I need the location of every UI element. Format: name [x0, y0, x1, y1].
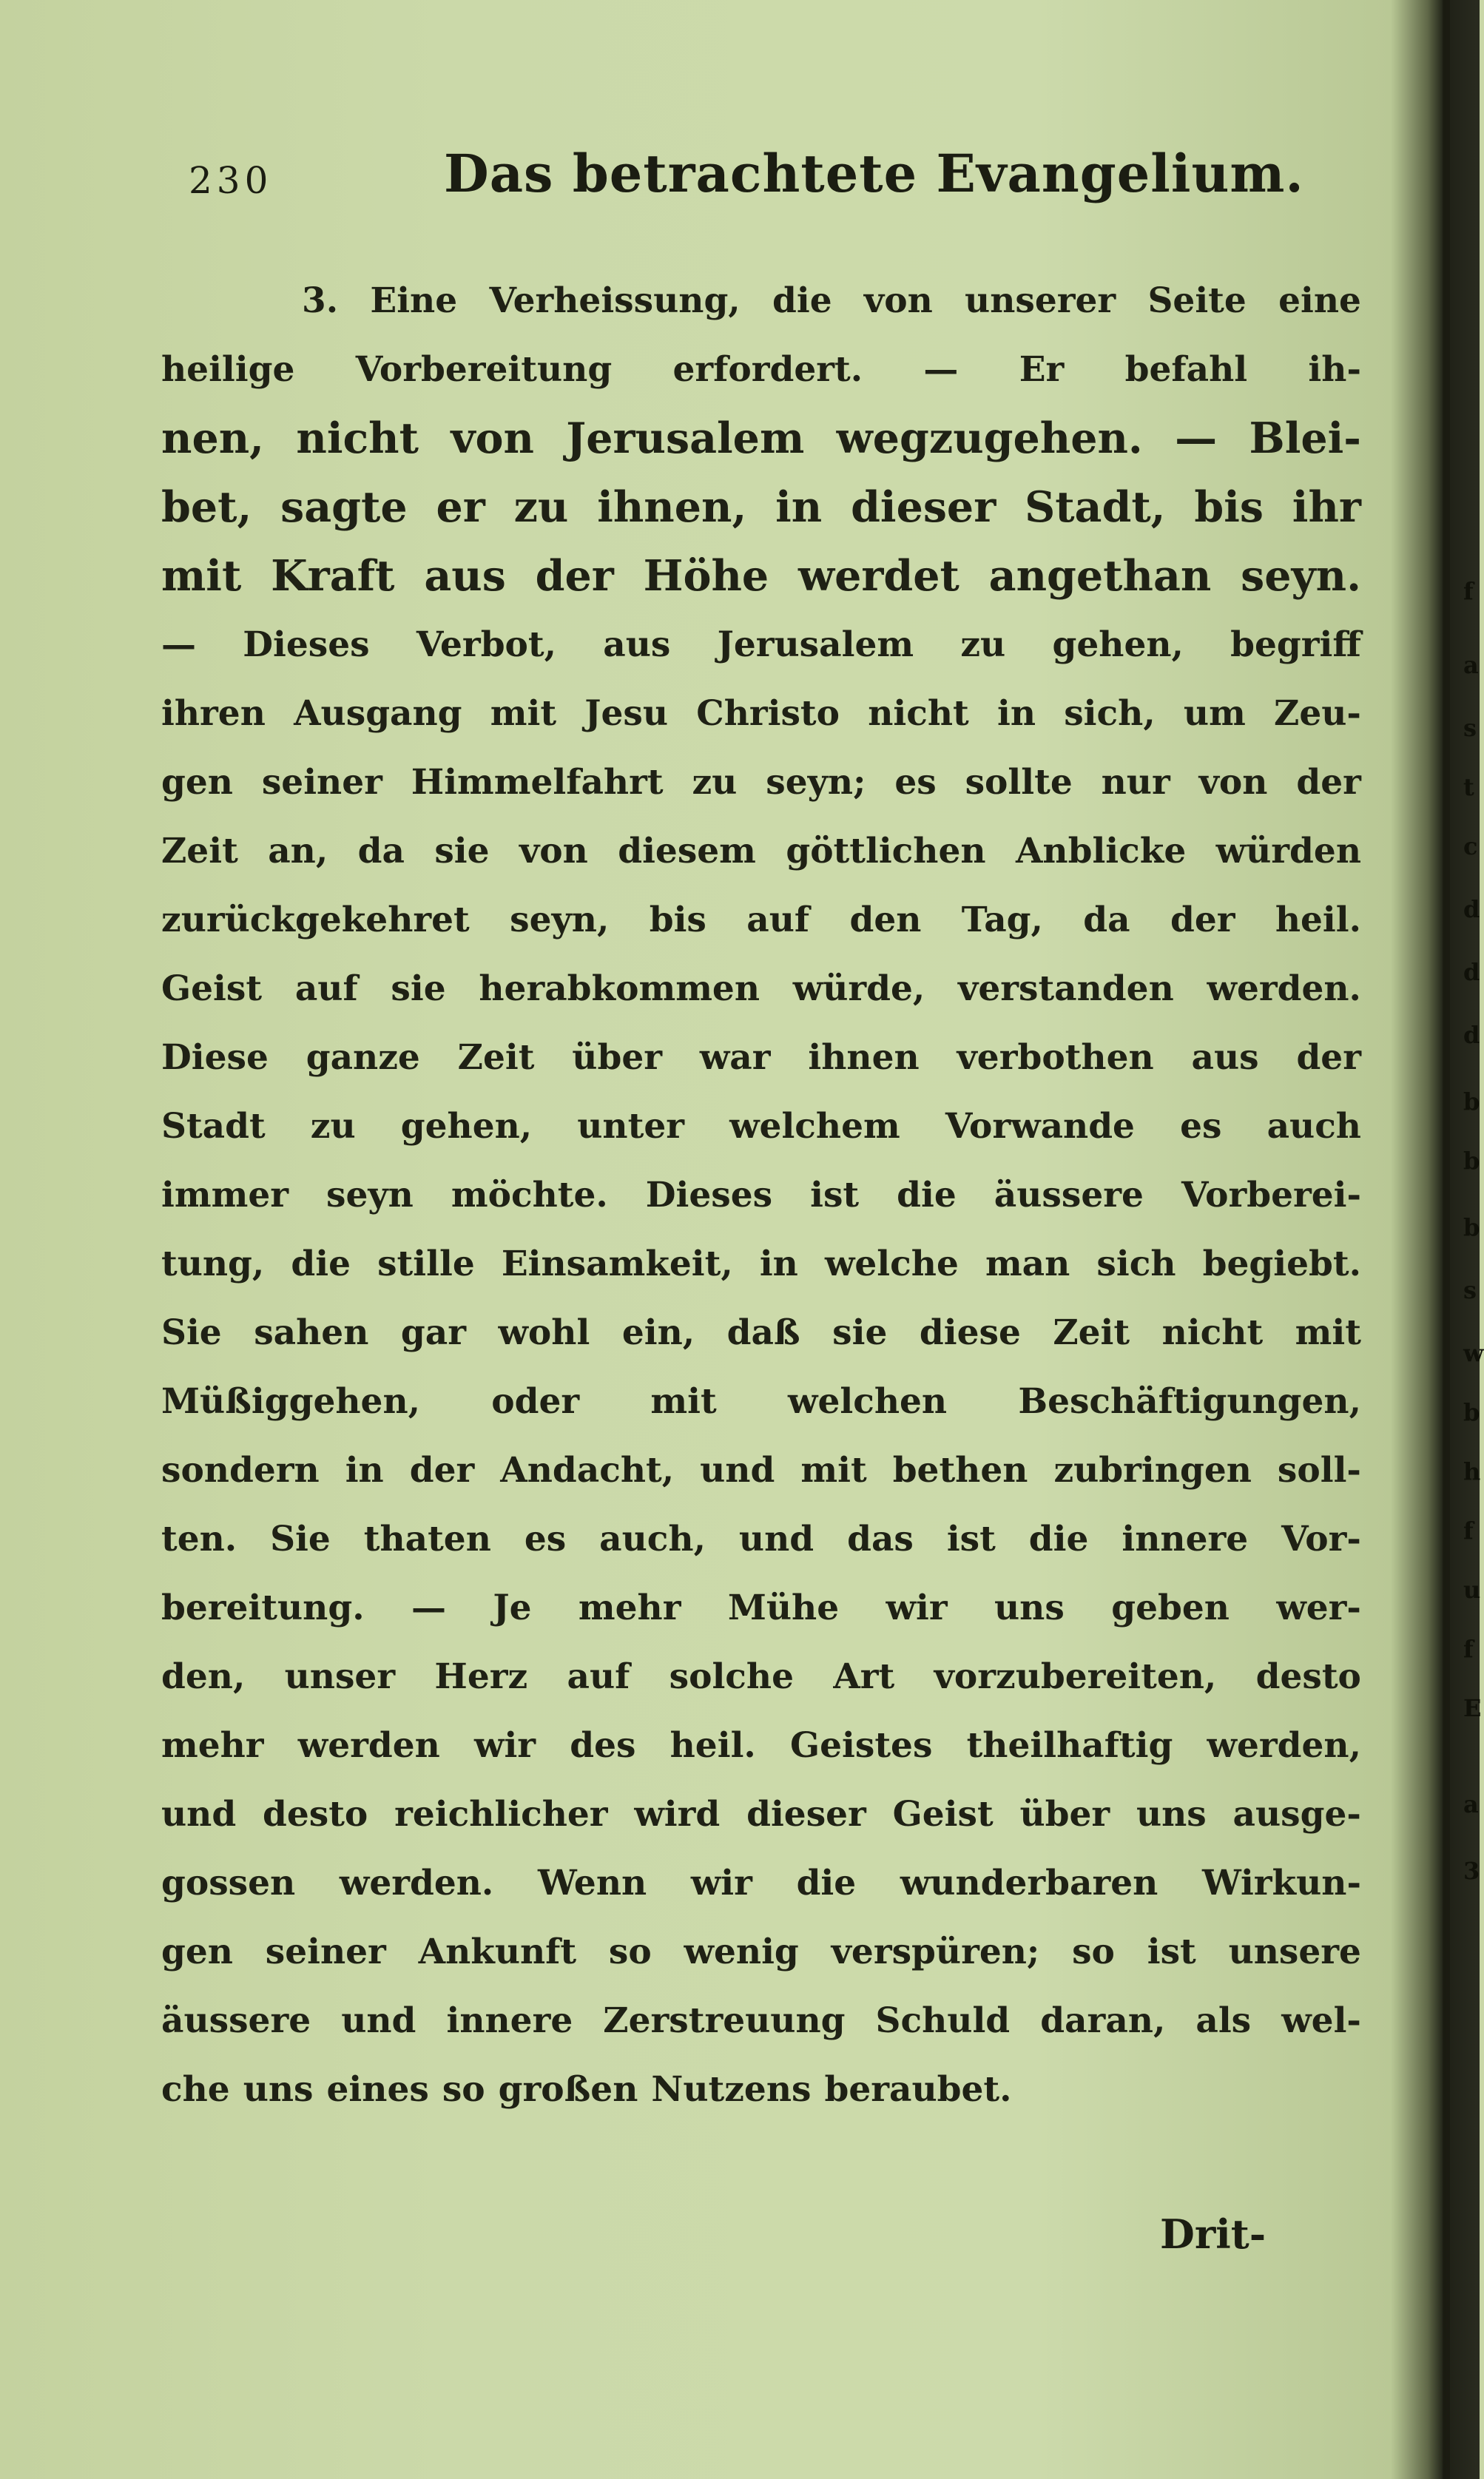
word: Sie: [270, 1519, 331, 1559]
margin-fragment: c: [1463, 832, 1478, 860]
text-line: [161, 2055, 1361, 2124]
word: gehen,: [400, 1106, 533, 1147]
text-line: [161, 266, 1361, 335]
word: herabkommen: [479, 968, 760, 1009]
word: che: [161, 2069, 230, 2110]
word: —: [161, 624, 196, 665]
word: seyn,: [510, 900, 610, 940]
text-line: [161, 1367, 1361, 1436]
word: zubringen: [1053, 1450, 1252, 1491]
word: des: [570, 1725, 636, 1766]
word: und: [161, 1794, 237, 1835]
word: an,: [268, 831, 328, 871]
margin-fragment: a: [1463, 1790, 1479, 1818]
word: unserer: [965, 280, 1116, 321]
word: der: [409, 1450, 475, 1491]
body-text: [161, 266, 1361, 2124]
word: war: [699, 1037, 771, 1078]
word: sich: [1096, 1244, 1176, 1284]
word: —: [923, 349, 959, 390]
word: stille: [377, 1244, 475, 1284]
margin-fragment: a: [1463, 651, 1479, 679]
word: der: [1296, 762, 1361, 803]
word: angethan: [988, 551, 1212, 601]
book-spine-shadow: [1443, 0, 1450, 2479]
word: geben: [1111, 1588, 1230, 1628]
word: sondern: [161, 1450, 320, 1491]
word: die: [1028, 1519, 1089, 1559]
word: daß: [726, 1312, 800, 1353]
word: Höhe: [643, 551, 769, 601]
word: von: [863, 280, 933, 321]
word: den,: [161, 1656, 246, 1697]
word: die: [291, 1244, 351, 1284]
word: in: [345, 1450, 384, 1491]
word: Stadt,: [1025, 482, 1166, 532]
word: bethen: [892, 1450, 1028, 1491]
word: eine: [1278, 280, 1361, 321]
word: gen: [161, 1932, 233, 1972]
text-line: [161, 1849, 1361, 1918]
text-line: [161, 748, 1361, 817]
word: seiner: [261, 762, 382, 803]
word: mit: [650, 1381, 717, 1422]
word: Sie: [161, 1312, 222, 1353]
margin-fragment: b: [1463, 1147, 1480, 1175]
word: Wenn: [537, 1863, 647, 1903]
word: wir: [886, 1588, 948, 1628]
word: bet,: [161, 482, 252, 532]
word: den: [849, 900, 922, 940]
word: auch,: [599, 1519, 706, 1559]
word: desto: [263, 1794, 368, 1835]
word: ihr: [1292, 482, 1361, 532]
next-page-edge-fragments: [1463, 577, 1484, 2057]
margin-fragment: f: [1463, 1517, 1474, 1545]
word: würden: [1215, 831, 1361, 871]
word: wird: [634, 1794, 721, 1835]
word: begiebt.: [1202, 1244, 1361, 1284]
margin-fragment: w: [1463, 1339, 1484, 1367]
word: es: [894, 762, 937, 803]
word: Art: [833, 1656, 895, 1697]
word: seyn.: [1241, 551, 1361, 601]
margin-fragment: u: [1463, 1576, 1481, 1604]
word: zu: [960, 624, 1006, 665]
word: seyn: [326, 1175, 414, 1215]
text-line: [161, 1298, 1361, 1367]
word: mit: [490, 693, 557, 734]
word: sahen: [254, 1312, 369, 1353]
margin-fragment: d: [1463, 958, 1480, 986]
word: da: [357, 831, 405, 871]
page-header: [189, 137, 1372, 211]
word: Zeu-: [1274, 693, 1361, 734]
word: Zeit: [161, 831, 238, 871]
word: eines: [326, 2069, 429, 2110]
text-line: [161, 1642, 1361, 1711]
word: Vorbereitung: [355, 349, 613, 390]
word: Einsamkeit,: [501, 1244, 733, 1284]
word: Verbot,: [416, 624, 556, 665]
word: nicht: [1161, 1312, 1264, 1353]
word: nicht: [296, 414, 419, 463]
word: und: [700, 1450, 775, 1491]
word: der: [1296, 1037, 1361, 1078]
word: würde,: [792, 968, 925, 1009]
word: zu: [692, 762, 738, 803]
word: äussere: [994, 1175, 1144, 1215]
word: so: [608, 1932, 652, 1972]
word: dieser: [851, 482, 996, 532]
word: man: [985, 1244, 1070, 1284]
word: so: [442, 2069, 485, 2110]
word: über: [572, 1037, 662, 1078]
word: mit: [161, 551, 242, 601]
word: göttlichen: [786, 831, 986, 871]
word: möchte.: [451, 1175, 608, 1215]
word: diesem: [618, 831, 756, 871]
word: Diese: [161, 1037, 269, 1078]
word: über: [1019, 1794, 1110, 1835]
word: werdet: [798, 551, 959, 601]
word: ih-: [1308, 349, 1361, 390]
catchword: Drit-: [1160, 2210, 1267, 2258]
margin-fragment: s: [1463, 1276, 1477, 1304]
word: und: [341, 2000, 416, 2041]
word: Christo: [696, 693, 840, 734]
word: mit: [800, 1450, 867, 1491]
word: gehen,: [1052, 624, 1184, 665]
text-line: [161, 954, 1361, 1023]
word: Mühe: [727, 1588, 840, 1628]
word: Herz: [434, 1656, 528, 1697]
word: wunderbaren: [900, 1863, 1158, 1903]
word: äussere: [161, 2000, 311, 2041]
word: Nutzens: [651, 2069, 812, 2110]
word: uns: [994, 1588, 1065, 1628]
word: mehr: [161, 1725, 264, 1766]
text-line: [161, 1574, 1361, 1642]
word: Zeit: [1053, 1312, 1130, 1353]
word: Vor-: [1281, 1519, 1361, 1559]
margin-fragment: f: [1463, 1635, 1474, 1663]
word: zurückgekehret: [161, 900, 470, 940]
word: ist: [810, 1175, 860, 1215]
word: welchen: [787, 1381, 948, 1422]
word: gen: [161, 762, 233, 803]
word: aus: [1191, 1037, 1259, 1078]
word: ihnen: [808, 1037, 920, 1078]
word: ten.: [161, 1519, 237, 1559]
word: Andacht,: [500, 1450, 675, 1491]
text-line: [161, 1230, 1361, 1298]
text-line: [161, 886, 1361, 954]
word: werden.: [339, 1863, 494, 1903]
word: ganze: [306, 1037, 420, 1078]
word: sich,: [1064, 693, 1156, 734]
word: bis: [649, 900, 706, 940]
word: seyn;: [766, 762, 866, 803]
word: auf: [567, 1656, 630, 1697]
running-title: Das betrachtete Evangelium.: [444, 143, 1304, 204]
word: Geistes: [789, 1725, 933, 1766]
word: bereitung.: [161, 1588, 365, 1628]
word: sie: [391, 968, 446, 1009]
word: mehr: [578, 1588, 681, 1628]
word: Jerusalem: [566, 414, 805, 463]
word: wir: [690, 1863, 752, 1903]
text-line: [161, 1436, 1361, 1505]
text-line: [161, 1161, 1361, 1230]
word: ist: [946, 1519, 996, 1559]
word: Kraft: [271, 551, 395, 601]
text-line: [161, 610, 1361, 679]
word: daran,: [1040, 2000, 1166, 2041]
word: Dieses: [243, 624, 370, 665]
page-number: 230: [189, 159, 273, 202]
word: es: [524, 1519, 567, 1559]
word: Stadt: [161, 1106, 266, 1147]
word: Tag,: [961, 900, 1043, 940]
word: gar: [400, 1312, 466, 1353]
word: wegzugehen.: [836, 414, 1143, 463]
word: wohl: [498, 1312, 590, 1353]
word: Zerstreuung: [603, 2000, 846, 2041]
word: Dieses: [645, 1175, 773, 1215]
word: die: [897, 1175, 957, 1215]
word: Eine: [370, 280, 458, 321]
word: Verheissung,: [489, 280, 741, 321]
word: —: [411, 1588, 446, 1628]
margin-fragment: 3: [1463, 1857, 1480, 1885]
word: immer: [161, 1175, 289, 1215]
word: der: [535, 551, 614, 601]
word: es: [1180, 1106, 1222, 1147]
word: in: [996, 693, 1036, 734]
word: von: [1198, 762, 1268, 803]
word: Ausgang: [294, 693, 462, 734]
word: soll-: [1277, 1450, 1361, 1491]
word: die: [772, 280, 832, 321]
text-line: [161, 404, 1361, 473]
word: nicht: [868, 693, 969, 734]
word: werden: [297, 1725, 440, 1766]
text-line: [161, 679, 1361, 748]
word: 3.: [302, 280, 339, 321]
word: sagte: [280, 482, 408, 532]
word: Anblicke: [1015, 831, 1187, 871]
word: das: [847, 1519, 914, 1559]
text-line: [161, 1023, 1361, 1092]
word: diese: [919, 1312, 1021, 1353]
margin-fragment: f: [1463, 577, 1474, 605]
word: heilige: [161, 349, 295, 390]
text-line: [161, 817, 1361, 886]
word: Geist: [161, 968, 263, 1009]
word: Wirkun-: [1201, 1863, 1361, 1903]
word: theilhaftig: [966, 1725, 1173, 1766]
word: welche: [824, 1244, 959, 1284]
word: befahl: [1124, 349, 1248, 390]
text-line: [161, 1918, 1361, 1986]
word: zu: [310, 1106, 356, 1147]
word: werden.: [1207, 968, 1361, 1009]
word: verstanden: [958, 968, 1174, 1009]
word: begriff: [1230, 624, 1361, 665]
word: wer-: [1276, 1588, 1361, 1628]
word: der: [1170, 900, 1235, 940]
word: welchem: [729, 1106, 900, 1147]
margin-fragment: b: [1463, 1087, 1480, 1116]
word: dieser: [746, 1794, 866, 1835]
word: die: [796, 1863, 857, 1903]
word: von: [519, 831, 588, 871]
word: da: [1083, 900, 1130, 940]
word: von: [451, 414, 534, 463]
word: Vorberei-: [1181, 1175, 1361, 1215]
word: Schuld: [875, 2000, 1011, 2041]
text-line: [161, 1986, 1361, 2055]
word: wel-: [1281, 2000, 1361, 2041]
word: Müßiggehen,: [161, 1381, 420, 1422]
word: aus: [603, 624, 671, 665]
word: bis: [1194, 482, 1264, 532]
word: heil.: [1275, 900, 1361, 940]
word: sie: [434, 831, 490, 871]
word: innere: [1122, 1519, 1249, 1559]
text-line: [161, 1711, 1361, 1780]
margin-fragment: E: [1463, 1694, 1482, 1722]
word: innere: [446, 2000, 573, 2041]
word: wir: [473, 1725, 536, 1766]
word: als: [1195, 2000, 1252, 2041]
text-line: [161, 1780, 1361, 1849]
word: erfordert.: [672, 349, 863, 390]
word: sie: [832, 1312, 888, 1353]
word: verbothen: [957, 1037, 1154, 1078]
margin-fragment: d: [1463, 1021, 1480, 1049]
word: sollte: [965, 762, 1073, 803]
word: Himmelfahrt: [411, 762, 664, 803]
word: Er: [1019, 349, 1065, 390]
word: Jerusalem: [717, 624, 914, 665]
word: gossen: [161, 1863, 296, 1903]
word: Beschäftigungen,: [1018, 1381, 1361, 1422]
word: nur: [1101, 762, 1170, 803]
margin-fragment: b: [1463, 1398, 1480, 1426]
word: und: [738, 1519, 814, 1559]
word: aus: [424, 551, 506, 601]
word: ihnen,: [597, 482, 747, 532]
word: heil.: [670, 1725, 756, 1766]
word: vorzubereiten,: [934, 1656, 1217, 1697]
word: um: [1183, 693, 1246, 734]
word: in: [759, 1244, 798, 1284]
margin-fragment: s: [1463, 714, 1477, 742]
word: wenig: [684, 1932, 799, 1972]
word: beraubet.: [824, 2069, 1012, 2110]
word: seiner: [265, 1932, 386, 1972]
word: Zeit: [457, 1037, 535, 1078]
word: uns: [1136, 1794, 1207, 1835]
text-line: [161, 1505, 1361, 1574]
word: auf: [294, 968, 358, 1009]
word: desto: [1255, 1656, 1361, 1697]
word: mit: [1295, 1312, 1361, 1353]
word: Blei-: [1249, 414, 1361, 463]
word: Ankunft: [418, 1932, 577, 1972]
word: Vorwande: [945, 1106, 1135, 1147]
word: werden,: [1207, 1725, 1361, 1766]
margin-fragment: h: [1463, 1457, 1481, 1485]
word: reichlicher: [394, 1794, 608, 1835]
word: Seite: [1147, 280, 1247, 321]
word: solche: [669, 1656, 794, 1697]
word: Jesu: [584, 693, 669, 734]
word: er: [436, 482, 485, 532]
word: Geist: [892, 1794, 994, 1835]
margin-fragment: d: [1463, 895, 1480, 923]
text-line: [161, 1092, 1361, 1161]
margin-fragment: b: [1463, 1213, 1480, 1241]
word: oder: [491, 1381, 580, 1422]
word: ausge-: [1232, 1794, 1361, 1835]
word: thaten: [363, 1519, 491, 1559]
margin-fragment: t: [1463, 773, 1474, 801]
word: auf: [746, 900, 810, 940]
text-line: [161, 542, 1361, 610]
word: in: [775, 482, 823, 532]
word: verspüren;: [831, 1932, 1040, 1972]
word: ist: [1147, 1932, 1196, 1972]
word: zu: [513, 482, 569, 532]
word: unser: [284, 1656, 396, 1697]
word: auch: [1267, 1106, 1361, 1147]
word: so: [1072, 1932, 1115, 1972]
word: ihren: [161, 693, 266, 734]
word: unsere: [1228, 1932, 1361, 1972]
word: ein,: [621, 1312, 695, 1353]
word: tung,: [161, 1244, 265, 1284]
text-line: [161, 335, 1361, 404]
word: unter: [577, 1106, 684, 1147]
word: großen: [498, 2069, 638, 2110]
text-line: [161, 473, 1361, 542]
word: uns: [243, 2069, 314, 2110]
word: —: [1175, 414, 1218, 463]
word: Je: [493, 1588, 532, 1628]
word: nen,: [161, 414, 264, 463]
